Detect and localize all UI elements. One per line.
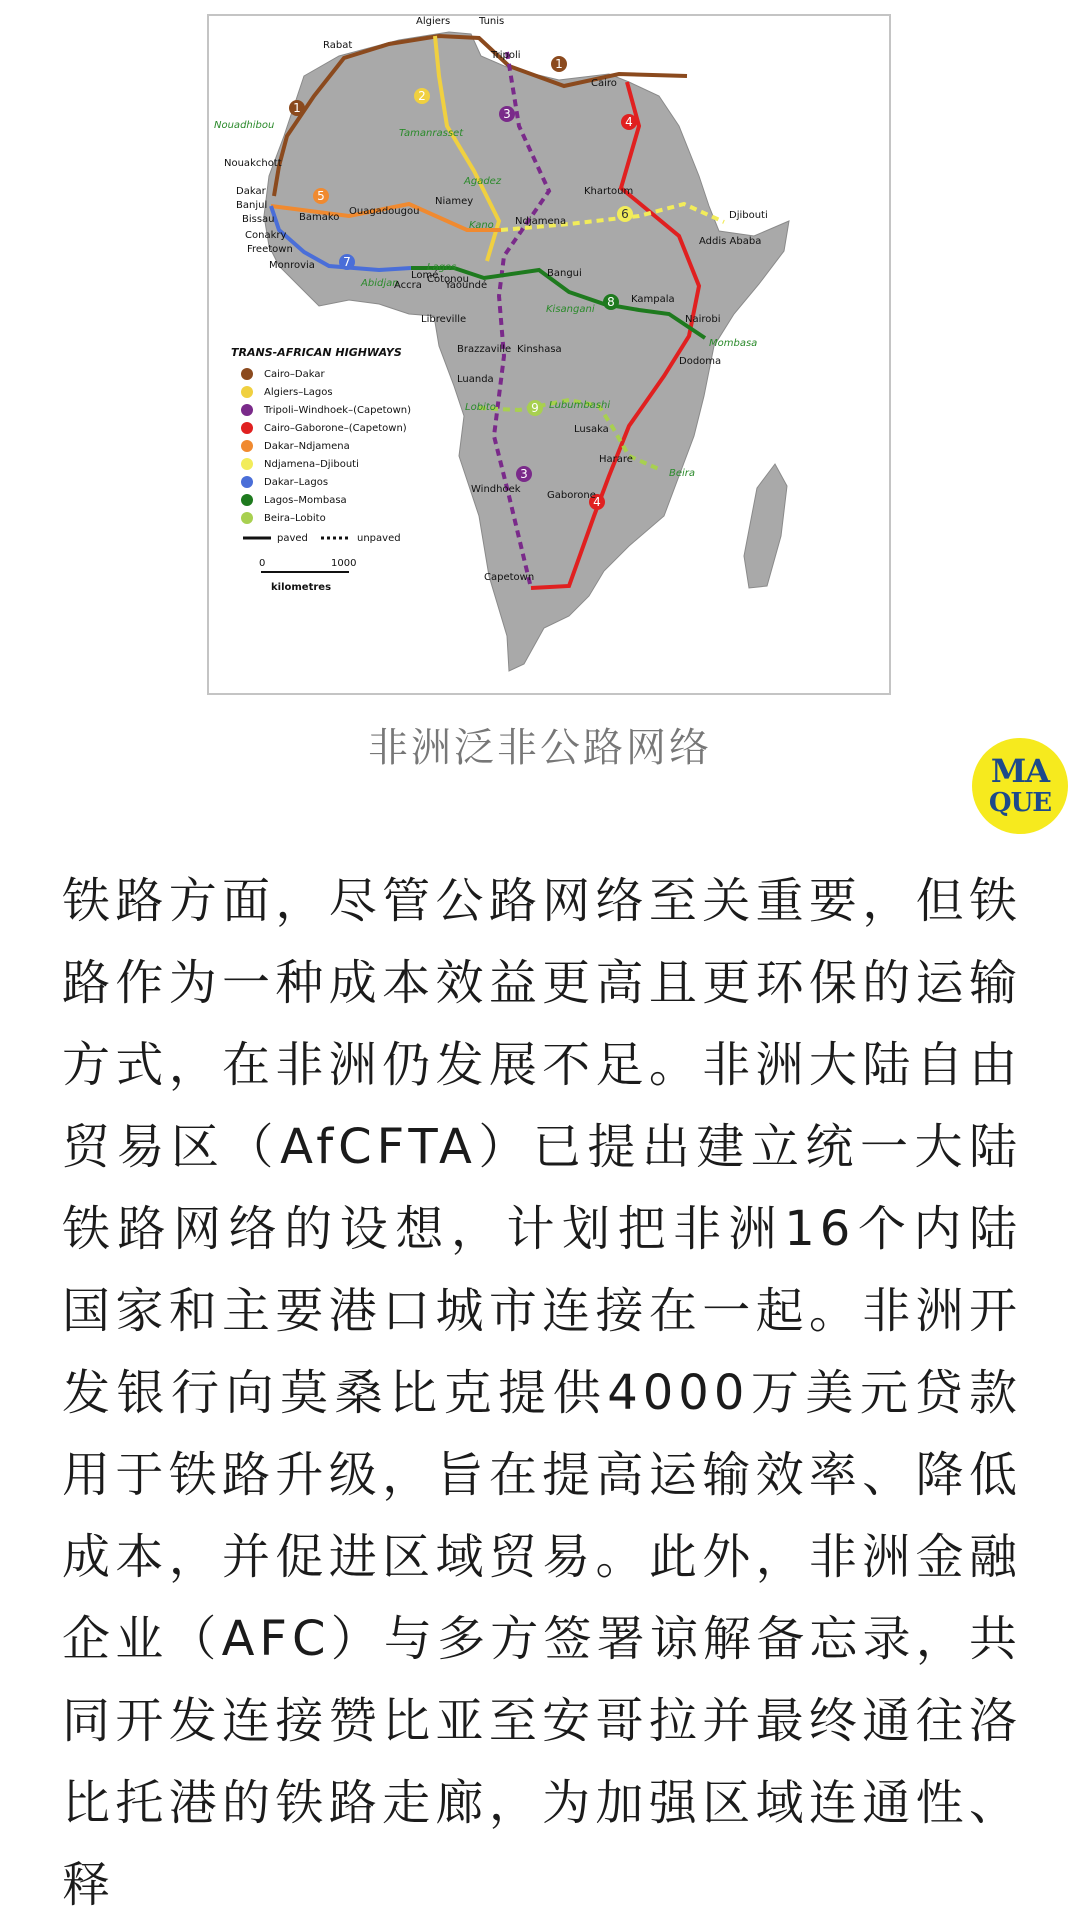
svg-text:4: 4 — [625, 115, 633, 129]
logo-text-top: MA — [990, 752, 1050, 790]
svg-text:Algiers: Algiers — [416, 16, 451, 27]
svg-text:paved: paved — [277, 533, 308, 544]
svg-text:Tunis: Tunis — [479, 16, 505, 27]
svg-text:Beira–Lobito: Beira–Lobito — [264, 513, 326, 524]
svg-text:Tripoli: Tripoli — [491, 50, 521, 61]
svg-text:Cairo–Dakar: Cairo–Dakar — [264, 369, 325, 380]
svg-text:Kampala: Kampala — [631, 294, 675, 305]
svg-text:Nouadhibou: Nouadhibou — [214, 120, 275, 131]
svg-text:Bangui: Bangui — [547, 268, 582, 279]
svg-text:Ndjamena: Ndjamena — [515, 216, 567, 227]
svg-text:Dodoma: Dodoma — [679, 356, 722, 367]
svg-text:Banjul: Banjul — [236, 200, 268, 211]
svg-text:Windhoek: Windhoek — [471, 484, 521, 495]
svg-text:Ndjamena–Djibouti: Ndjamena–Djibouti — [264, 459, 359, 470]
svg-text:unpaved: unpaved — [357, 533, 401, 544]
svg-text:8: 8 — [607, 295, 615, 309]
svg-text:Ouagadougou: Ouagadougou — [349, 206, 420, 217]
image-caption: 非洲泛非公路网络 — [368, 725, 712, 771]
svg-text:Monrovia: Monrovia — [269, 260, 315, 271]
svg-text:Rabat: Rabat — [323, 40, 353, 51]
svg-text:Kano: Kano — [469, 220, 494, 231]
svg-text:Nouakchott: Nouakchott — [224, 158, 282, 169]
madagascar — [744, 464, 787, 588]
svg-text:Bissau: Bissau — [242, 214, 275, 225]
svg-text:Dakar–Lagos: Dakar–Lagos — [264, 477, 329, 488]
article-paragraph: 铁路方面，尽管公路网络至关重要，但铁路作为一种成本效益更高且更环保的运输方式，在非洲仍发展不足。非洲大陆自由贸易区（AfCFTA）已提出建立统一大陆铁路网络的设想，计划把非洲16个内陆国家和主要港口城市连接在一起。非洲开发银行向莫桑比克提供4000万美元贷款用于铁路升级，旨在提高运输效率、降低成本，并促进区域贸易。此外，非洲金融企业（AFC）与多方签署谅解备忘录，共同开发连接赞比亚至安哥拉并最终通往洛比托港的铁路走廊，为加强区域连通性、释 — [62, 873, 1022, 1913]
svg-text:3: 3 — [503, 107, 511, 121]
svg-text:Gaborone: Gaborone — [547, 490, 596, 501]
svg-text:Lagos–Mombasa: Lagos–Mombasa — [264, 495, 347, 506]
svg-text:Yaoundé: Yaoundé — [445, 280, 488, 291]
svg-text:Lomé: Lomé — [411, 270, 439, 281]
svg-text:Freetown: Freetown — [247, 244, 293, 255]
svg-text:1: 1 — [555, 57, 563, 71]
svg-text:Lusaka: Lusaka — [574, 424, 609, 435]
svg-text:Dakar–Ndjamena: Dakar–Ndjamena — [264, 441, 350, 452]
svg-text:1000: 1000 — [331, 558, 357, 569]
svg-text:Kinshasa: Kinshasa — [517, 344, 562, 355]
svg-text:Luanda: Luanda — [457, 374, 494, 385]
maque-logo[interactable] — [972, 738, 1068, 834]
svg-text:Conakry: Conakry — [245, 230, 287, 241]
svg-text:Nairobi: Nairobi — [685, 314, 721, 325]
map-title: TRANS-AFRICAN HIGHWAYS — [231, 346, 402, 359]
article-body — [62, 860, 1022, 1926]
svg-text:Cairo–Gaborone–(Capetown): Cairo–Gaborone–(Capetown) — [264, 423, 407, 434]
svg-text:Harare: Harare — [599, 454, 633, 465]
trans-african-highways-map — [207, 14, 891, 695]
svg-text:3: 3 — [520, 467, 528, 481]
svg-text:Accra: Accra — [394, 280, 422, 291]
svg-text:2: 2 — [418, 89, 426, 103]
svg-text:Lubumbashi: Lubumbashi — [549, 400, 611, 411]
svg-text:Niamey: Niamey — [435, 196, 474, 207]
svg-text:Cotonou: Cotonou — [427, 274, 469, 285]
svg-text:Libreville: Libreville — [421, 314, 467, 325]
svg-text:0: 0 — [259, 558, 266, 569]
map-canvas — [209, 16, 889, 693]
svg-text:Bamako: Bamako — [299, 212, 340, 223]
svg-text:7: 7 — [343, 255, 351, 269]
svg-text:9: 9 — [531, 401, 539, 415]
svg-text:kilometres: kilometres — [271, 582, 332, 593]
svg-text:Abidjan: Abidjan — [361, 278, 399, 289]
svg-text:Lobito: Lobito — [465, 402, 496, 413]
svg-text:Beira: Beira — [669, 468, 696, 479]
svg-text:Algiers–Lagos: Algiers–Lagos — [264, 387, 333, 398]
svg-text:Addis Ababa: Addis Ababa — [699, 236, 762, 247]
svg-text:Cairo: Cairo — [591, 78, 617, 89]
svg-text:4: 4 — [593, 495, 601, 509]
svg-text:Mombasa: Mombasa — [709, 338, 758, 349]
svg-text:6: 6 — [621, 207, 629, 221]
svg-text:Agadez: Agadez — [464, 176, 502, 187]
svg-text:Tamanrasset: Tamanrasset — [399, 128, 464, 139]
svg-text:5: 5 — [317, 189, 325, 203]
logo-text-bottom: QUE — [988, 788, 1052, 818]
svg-text:Tripoli–Windhoek–(Capetown): Tripoli–Windhoek–(Capetown) — [264, 405, 412, 416]
svg-text:Kisangani: Kisangani — [546, 304, 595, 315]
svg-text:Dakar: Dakar — [236, 186, 266, 197]
svg-text:1: 1 — [293, 101, 301, 115]
svg-text:Khartoum: Khartoum — [584, 186, 634, 197]
svg-text:Djibouti: Djibouti — [729, 210, 768, 221]
svg-text:Brazzaville: Brazzaville — [457, 344, 512, 355]
svg-text:Capetown: Capetown — [484, 572, 535, 583]
map-legend — [231, 346, 411, 593]
svg-text:Lagos: Lagos — [427, 262, 457, 273]
